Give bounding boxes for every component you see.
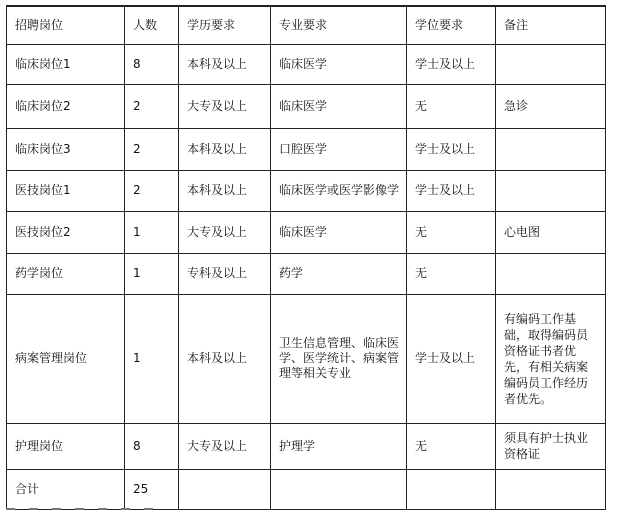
cell-count: 8 [125,44,179,84]
cell-count: 2 [125,128,179,170]
cell-major: 临床医学 [271,44,407,84]
header-notes: 备注 [496,6,606,44]
cell-notes [496,44,606,84]
total-row [7,469,606,509]
cell-degree: 学士及以上 [407,294,496,423]
cell-position: 药学岗位 [7,253,125,294]
cell-degree: 无 [407,84,496,128]
cell-degree: 学士及以上 [407,128,496,170]
cell-education: 本科及以上 [179,128,271,170]
cell-major: 临床医学或医学影像学 [271,170,407,211]
cell-education: 大专及以上 [179,84,271,128]
cell-position: 护理岗位 [7,423,125,469]
cell-education: 本科及以上 [179,44,271,84]
cell-degree: 无 [407,253,496,294]
cell-count: 1 [125,211,179,253]
header-count: 人数 [125,6,179,44]
cell-position: 医技岗位1 [7,170,125,211]
cell-count: 1 [125,294,179,423]
cell-degree: 学士及以上 [407,44,496,84]
cell-major: 护理学 [271,423,407,469]
total-count: 25 [125,469,179,509]
cell-degree: 学士及以上 [407,170,496,211]
cell-degree: 无 [407,423,496,469]
cell-count: 8 [125,423,179,469]
table-row [7,423,606,469]
total-empty-cell [407,469,496,509]
cell-position: 病案管理岗位 [7,294,125,423]
cell-position: 临床岗位2 [7,84,125,128]
cell-notes: 心电图 [496,211,606,253]
cell-education: 本科及以上 [179,294,271,423]
cell-education: 大专及以上 [179,211,271,253]
total-empty-cell [496,469,606,509]
total-label: 合计 [7,469,125,509]
table-row [7,170,606,211]
cell-notes: 有编码工作基础，取得编码员资格证书者优先，有相关病案编码员工作经历者优先。 [496,294,606,423]
cell-degree: 无 [407,211,496,253]
cell-position: 医技岗位2 [7,211,125,253]
cell-major: 卫生信息管理、临床医学、医学统计、病案管理等相关专业 [271,294,407,423]
total-empty-cell [271,469,407,509]
cell-major: 口腔医学 [271,128,407,170]
cell-notes: 急诊 [496,84,606,128]
cell-notes [496,128,606,170]
table-row [7,84,606,128]
header-position: 招聘岗位 [7,6,125,44]
table-row [7,253,606,294]
table-row [7,128,606,170]
cell-major: 临床医学 [271,211,407,253]
cell-education: 本科及以上 [179,170,271,211]
header-degree: 学位要求 [407,6,496,44]
header-education: 学历要求 [179,6,271,44]
cell-major: 药学 [271,253,407,294]
table-row [7,211,606,253]
cell-count: 2 [125,84,179,128]
cell-count: 1 [125,253,179,294]
cell-position: 临床岗位3 [7,128,125,170]
cell-major: 临床医学 [271,84,407,128]
cell-notes [496,253,606,294]
total-empty-cell [179,469,271,509]
recruitment-table [6,5,606,510]
cell-education: 大专及以上 [179,423,271,469]
table-row [7,294,606,423]
cell-education: 专科及以上 [179,253,271,294]
cell-notes: 须具有护士执业资格证 [496,423,606,469]
table-row [7,44,606,84]
cell-position: 临床岗位1 [7,44,125,84]
header-major: 专业要求 [271,6,407,44]
cell-count: 2 [125,170,179,211]
cell-notes [496,170,606,211]
header-row [7,6,606,44]
cropped-footer-text [6,508,206,515]
